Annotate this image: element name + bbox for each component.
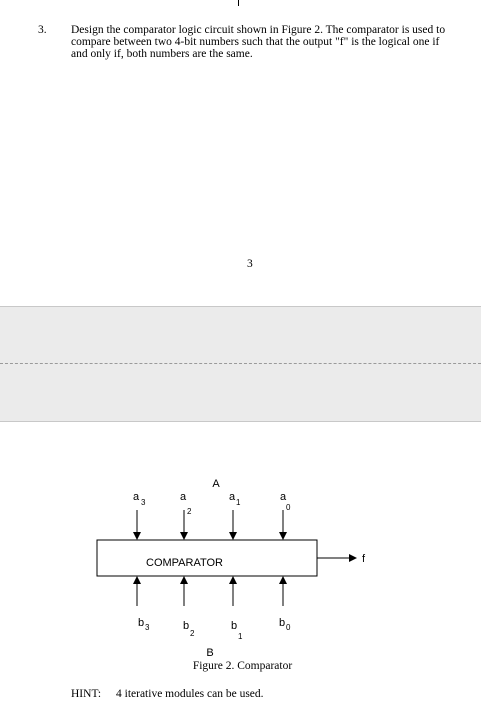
svg-text:1: 1 bbox=[238, 632, 243, 641]
input-a3-label bbox=[133, 491, 146, 507]
svg-text:b: b bbox=[183, 620, 190, 632]
input-b3-label bbox=[138, 617, 150, 632]
svg-text:b: b bbox=[279, 617, 286, 629]
page-break-gap bbox=[0, 306, 481, 422]
input-a2-label bbox=[180, 491, 192, 516]
figure-caption: Figure 2. Comparator bbox=[192, 660, 293, 672]
cursor-mark bbox=[238, 0, 239, 6]
hint-text: 4 iterative modules can be used. bbox=[116, 688, 264, 700]
hint-label: HINT: bbox=[71, 688, 102, 700]
svg-text:3: 3 bbox=[141, 498, 146, 507]
group-a-label: A bbox=[212, 478, 220, 490]
svg-text:a: a bbox=[229, 491, 236, 503]
comparator-label: COMPARATOR bbox=[146, 557, 224, 569]
page-break-line bbox=[0, 363, 481, 364]
svg-text:2: 2 bbox=[190, 629, 195, 638]
input-b2-label bbox=[183, 620, 195, 638]
comparator-figure bbox=[0, 470, 481, 659]
output-label: f bbox=[362, 553, 366, 565]
input-a0-label bbox=[280, 491, 291, 512]
svg-text:0: 0 bbox=[286, 623, 291, 632]
svg-text:0: 0 bbox=[286, 503, 291, 512]
svg-text:1: 1 bbox=[236, 498, 241, 507]
svg-text:a: a bbox=[280, 491, 287, 503]
svg-text:b: b bbox=[138, 617, 145, 629]
input-b1-label bbox=[231, 620, 243, 641]
input-b0-label bbox=[279, 617, 291, 632]
group-b-label: B bbox=[206, 647, 214, 659]
hint-line bbox=[71, 688, 264, 700]
page-number: 3 bbox=[247, 258, 253, 270]
svg-text:a: a bbox=[180, 491, 187, 503]
question-text: Design the comparator logic circuit shown in Figure 2. The comparator is used to compare between two 4-bit numbers such that the output "f" is the logical one if and only if, both numbers are the same. bbox=[71, 24, 446, 60]
svg-text:3: 3 bbox=[145, 623, 150, 632]
comparator-diagram bbox=[0, 470, 481, 659]
svg-text:2: 2 bbox=[187, 507, 192, 516]
svg-text:b: b bbox=[231, 620, 238, 632]
svg-text:a: a bbox=[133, 491, 140, 503]
input-a1-label bbox=[229, 491, 241, 507]
question-number: 3. bbox=[38, 24, 47, 36]
